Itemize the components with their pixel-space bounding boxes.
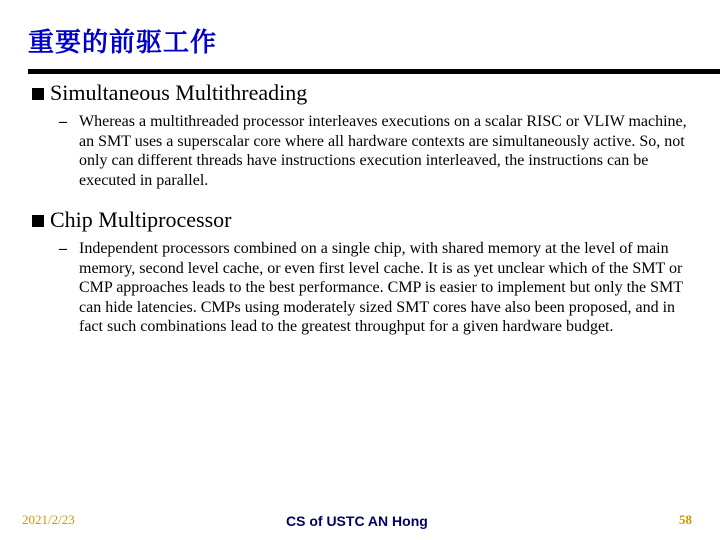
list-item [59, 239, 694, 337]
section-body: Independent processors combined on a single chip, with shared memory at the level of main memory, second level cache, or even first level cache. It is as yet unclear which of the SMT or CMP approaches leads to the best performance. CMP is easier to implement but only the SMT can hide latencies. CMPs using moderately sized SMT cores have also been proposed, and in fact such combinations lead to the greatest throughput for a given hardware budget. [79, 240, 683, 336]
section-cmp [32, 207, 694, 337]
dash-bullet-icon: – [59, 113, 67, 130]
section-heading: Chip Multiprocessor [50, 207, 232, 232]
page-number: 58 [679, 512, 692, 527]
slide-title: 重要的前驱工作 [28, 28, 218, 58]
section-heading: Simultaneous Multithreading [50, 80, 308, 105]
section-smt [32, 80, 694, 190]
footer-date: 2021/2/23 [22, 512, 75, 527]
section-body: Whereas a multithreaded processor interleaves executions on a scalar RISC or VLIW machine, an SMT uses a superscalar core where all hardware contexts are simultaneously active. So, not only can different threads have instructions execution interleaved, the instructions can be executed in parallel. [79, 113, 687, 189]
list-item [59, 112, 694, 190]
footer-course: CS of USTC AN Hong [286, 513, 428, 529]
title-divider [28, 69, 720, 74]
dash-bullet-icon: – [59, 240, 67, 257]
square-bullet-icon [32, 88, 44, 100]
square-bullet-icon [32, 215, 44, 227]
